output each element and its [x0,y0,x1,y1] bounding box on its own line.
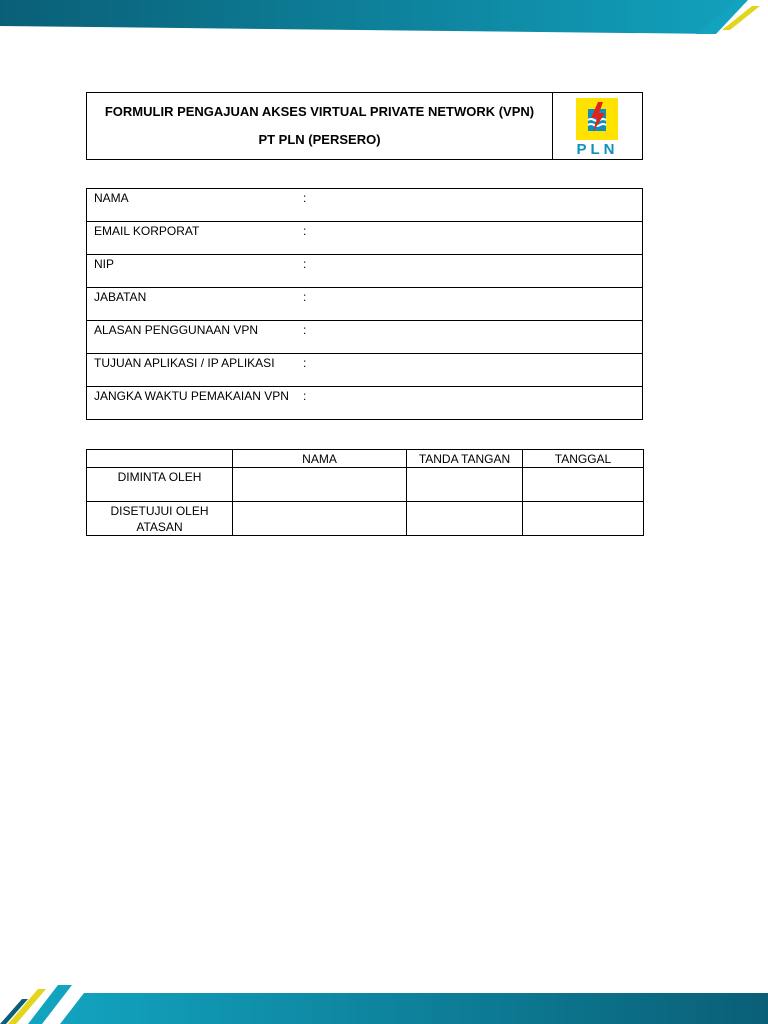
footer-decorative-band [0,985,768,1024]
info-row [87,222,643,255]
info-label: JABATAN [94,290,147,304]
approval-date-cell[interactable] [523,468,644,502]
approval-header-tanda-tangan: TANDA TANGAN [407,450,523,468]
form-header [86,92,643,160]
approval-row-diminta [87,468,644,502]
info-label: JANGKA WAKTU PEMAKAIAN VPN [94,389,289,403]
approval-row-disetujui [87,502,644,536]
info-separator: : [303,257,307,271]
info-label: NAMA [94,191,129,205]
form-title: FORMULIR PENGAJUAN AKSES VIRTUAL PRIVATE NETWORK (VPN) [104,104,535,119]
info-separator: : [303,224,307,238]
info-separator: : [303,356,307,370]
approval-header-row [87,450,644,468]
info-label: NIP [94,257,115,271]
info-row [87,255,643,288]
info-label: TUJUAN APLIKASI / IP APLIKASI [94,356,275,370]
info-cell[interactable] [87,321,643,354]
info-row [87,321,643,354]
company-name: PT PLN (PERSERO) [258,132,381,147]
info-separator: : [303,191,307,205]
approval-header-tanggal: TANGGAL [523,450,644,468]
approval-row-label: DIMINTA OLEH [87,468,233,502]
info-label: ALASAN PENGGUNAAN VPN [94,323,259,337]
info-cell[interactable] [87,354,643,387]
info-row [87,387,643,420]
info-separator: : [303,389,307,403]
info-cell[interactable] [87,222,643,255]
pln-logo-icon [576,98,618,140]
info-cell[interactable] [87,255,643,288]
info-cell[interactable] [87,387,643,420]
approval-header-blank [87,450,233,468]
form-title-cell [87,93,553,159]
approval-signature-cell[interactable] [407,502,523,536]
approval-row-label: DISETUJUI OLEH ATASAN [87,502,233,536]
applicant-info-table [86,188,643,420]
info-separator: : [303,290,307,304]
approval-nama-cell[interactable] [233,502,407,536]
approval-nama-cell[interactable] [233,468,407,502]
pln-logo-text: PLN [576,141,619,158]
info-cell[interactable] [87,288,643,321]
approval-signature-cell[interactable] [407,468,523,502]
header-decorative-band [0,0,768,34]
approval-table [86,449,644,536]
info-row [87,189,643,222]
info-row [87,288,643,321]
info-row [87,354,643,387]
pln-logo [553,93,642,159]
info-separator: : [303,323,307,337]
approval-header-nama: NAMA [233,450,407,468]
approval-date-cell[interactable] [523,502,644,536]
info-cell[interactable] [87,189,643,222]
info-label: EMAIL KORPORAT [94,224,200,238]
